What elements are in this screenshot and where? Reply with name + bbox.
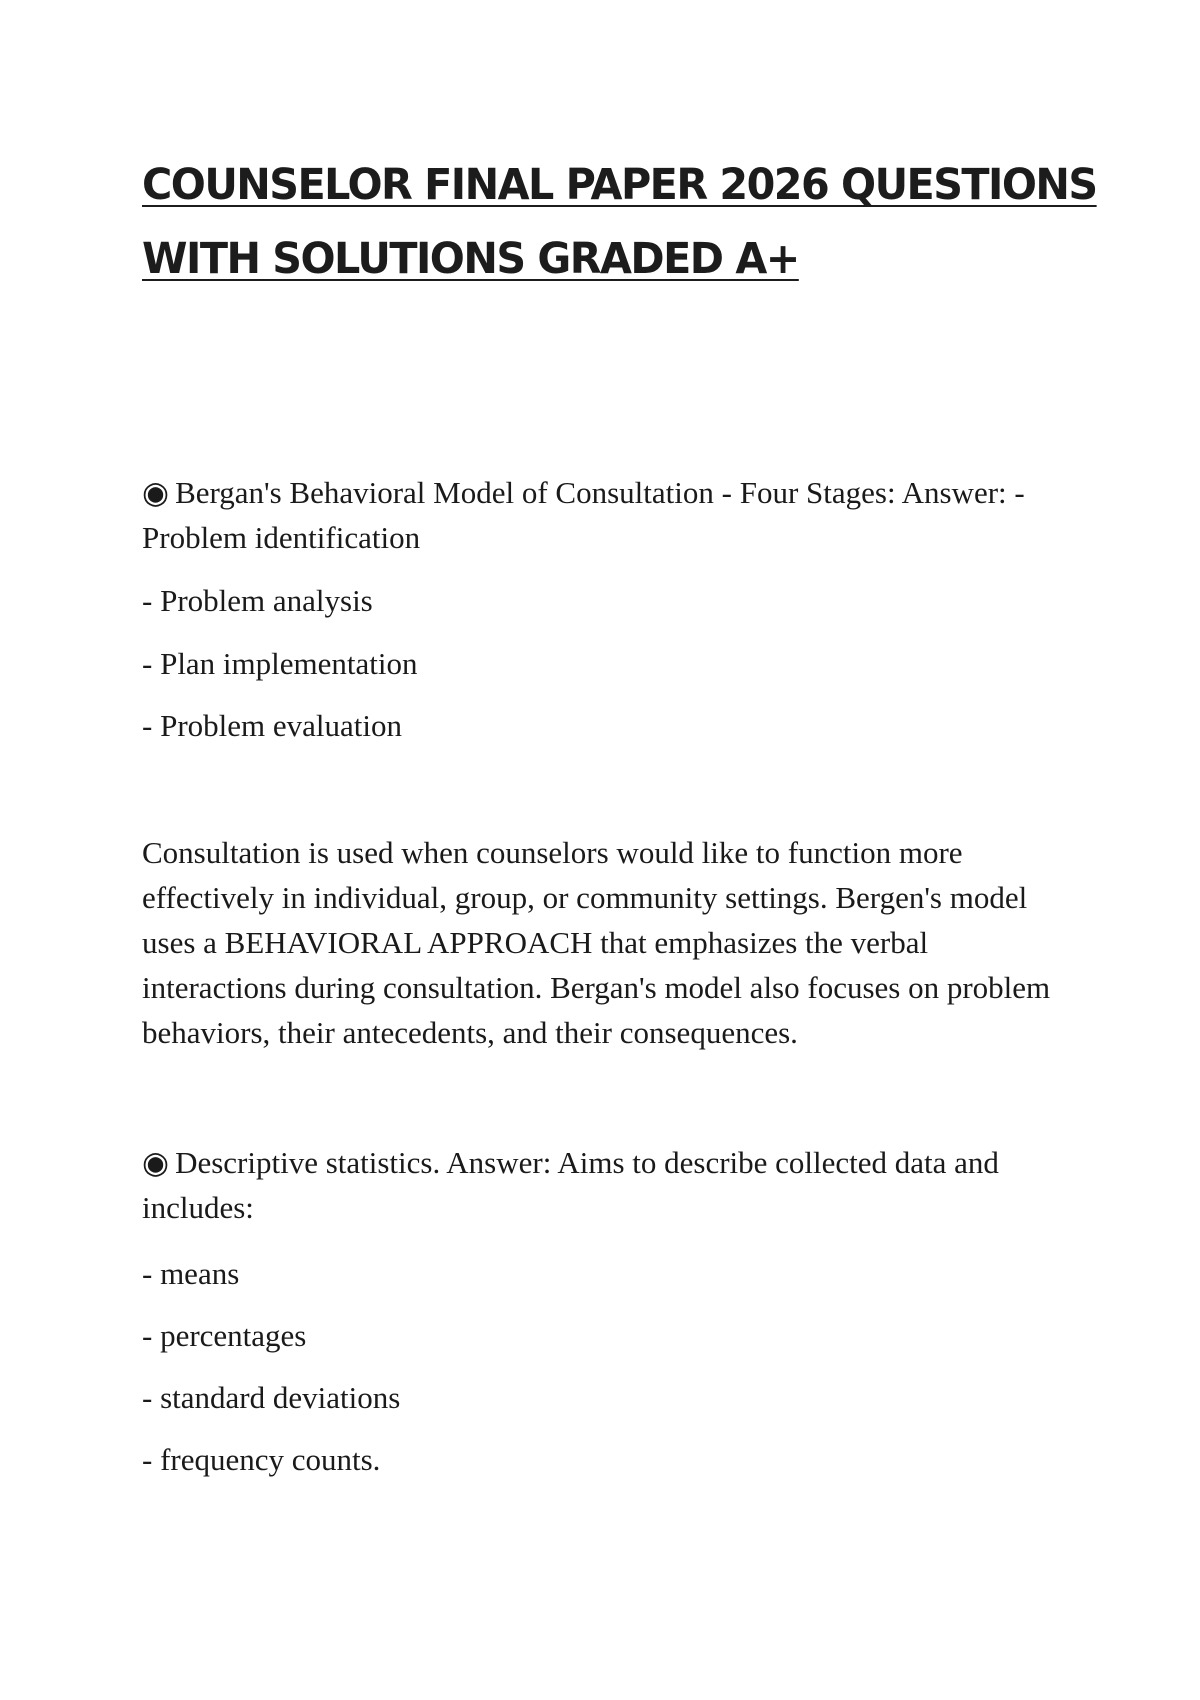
list-item: - Plan implementation xyxy=(142,646,418,681)
list-item: - frequency counts. xyxy=(142,1442,381,1477)
title-line-1: COUNSELOR FINAL PAPER 2026 QUESTIONS xyxy=(142,160,1097,210)
list-item: - standard deviations xyxy=(142,1380,401,1415)
radio-bullet-icon: ◉ xyxy=(142,475,170,510)
question-1 xyxy=(142,470,1062,560)
list-item: - Problem analysis xyxy=(142,583,373,618)
question-1-text: Bergan's Behavioral Model of Consultation - Four Stages: Answer: - Problem identification xyxy=(142,475,1025,555)
list-item: - percentages xyxy=(142,1318,307,1353)
question-2 xyxy=(142,1140,1062,1230)
list-item: - Problem evaluation xyxy=(142,708,402,743)
document-title xyxy=(142,148,1097,296)
list-item: - means xyxy=(142,1256,240,1291)
radio-bullet-icon: ◉ xyxy=(142,1145,170,1180)
title-line-2: WITH SOLUTIONS GRADED A+ xyxy=(142,234,799,284)
explanation-paragraph: Consultation is used when counselors would like to function more effectively in individual, group, or community settings. Bergen's model uses a BEHAVIORAL APPROACH that emphasizes the verbal interactions during consultation. Bergan's model also focuses on problem behaviors, their antecedents, and their consequences. xyxy=(142,835,1051,1050)
question-2-text: Descriptive statistics. Answer: Aims to describe collected data and includes: xyxy=(142,1145,999,1225)
